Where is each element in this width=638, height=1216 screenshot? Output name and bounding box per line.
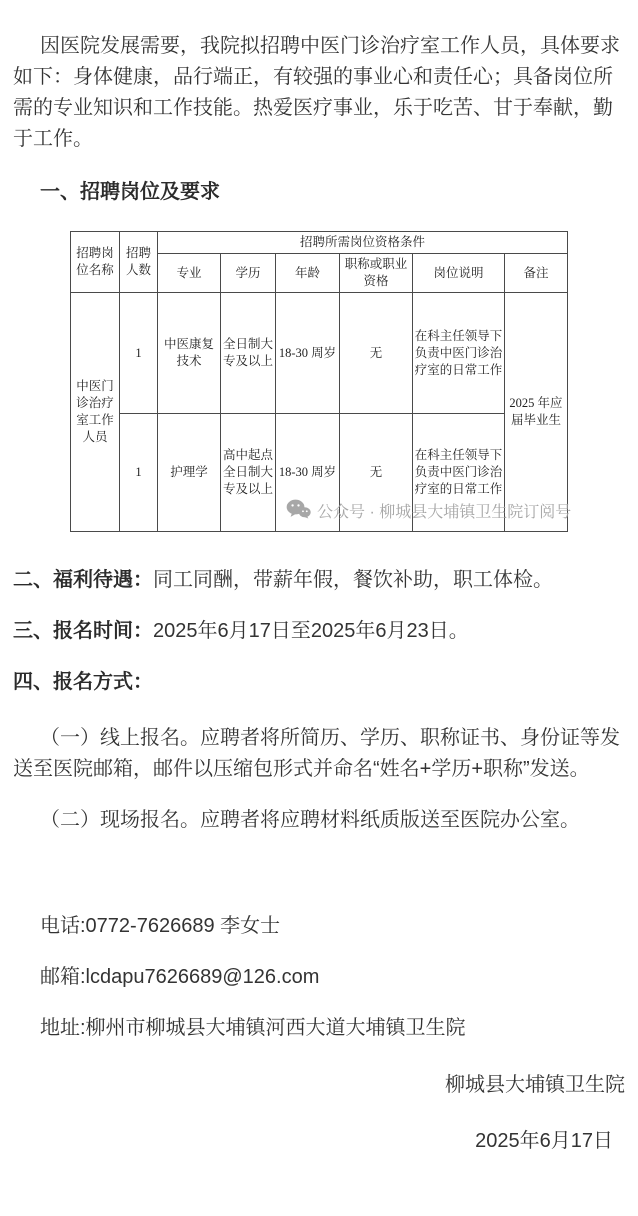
method-online-paragraph: （一）线上报名。应聘者将所简历、学历、职称证书、身份证等发送至医院邮箱，邮件以压缩包形式并命名“姓名+学历+职称”发送。 bbox=[13, 727, 620, 780]
section-4-method-heading bbox=[13, 667, 625, 698]
cell-age: 18-30 周岁 bbox=[275, 293, 339, 414]
method-onsite-paragraph: （二）现场报名。应聘者将应聘材料纸质版送至医院办公室。 bbox=[40, 809, 580, 831]
section-3-schedule bbox=[13, 616, 625, 647]
cell-count: 1 bbox=[119, 293, 157, 414]
header-remark: 备注 bbox=[504, 254, 567, 293]
section-3-label: 三、报名时间： bbox=[13, 620, 153, 642]
watermark-text: 公众号 · 柳城县大埔镇卫生院订阅号 bbox=[317, 503, 572, 521]
cell-position-name: 中医门诊治疗室工作人员 bbox=[70, 293, 119, 532]
signature-hospital-name: 柳城县大埔镇卫生院 bbox=[445, 1074, 625, 1096]
cell-education: 全日制大专及以上 bbox=[220, 293, 275, 414]
contact-address: 地址:柳州市柳城县大埔镇河西大道大埔镇卫生院 bbox=[40, 1017, 466, 1039]
section-4-label: 四、报名方式： bbox=[13, 671, 153, 693]
section-2-label: 二、福利待遇： bbox=[13, 569, 153, 591]
cell-major: 中医康复技术 bbox=[157, 293, 220, 414]
announcement-date: 2025年6月17日 bbox=[475, 1130, 613, 1152]
cell-major: 护理学 bbox=[157, 414, 220, 532]
requirements-table bbox=[70, 231, 568, 532]
header-job-description: 岗位说明 bbox=[412, 254, 504, 293]
header-qualification-group: 招聘所需岗位资格条件 bbox=[157, 232, 567, 254]
cell-title: 无 bbox=[339, 414, 412, 532]
table-row bbox=[70, 293, 567, 414]
cell-education: 高中起点全日制大专及以上 bbox=[220, 414, 275, 532]
section-2-text: 同工同酬，带薪年假，餐饮补助，职工体检。 bbox=[153, 569, 553, 591]
section-3-text: 2025年6月17日至2025年6月23日。 bbox=[153, 620, 469, 642]
cell-description: 在科主任领导下负责中医门诊治疗室的日常工作 bbox=[412, 414, 504, 532]
intro-paragraph: 因医院发展需要，我院拟招聘中医门诊治疗室工作人员，具体要求如下：身体健康，品行端正，有较强的事业心和责任心；具备岗位所需的专业知识和工作技能。热爱医疗事业，乐于吃苦、甘于奉献，勤于工作。 bbox=[13, 35, 620, 150]
header-age: 年龄 bbox=[275, 254, 339, 293]
contact-email: 邮箱:lcdapu7626689@126.com bbox=[40, 966, 320, 988]
table-row bbox=[70, 414, 567, 532]
cell-title: 无 bbox=[339, 293, 412, 414]
header-title-qualification: 职称或职业资格 bbox=[339, 254, 412, 293]
header-education: 学历 bbox=[220, 254, 275, 293]
requirements-table-wrapper bbox=[13, 231, 625, 532]
header-recruit-count: 招聘人数 bbox=[119, 232, 157, 293]
cell-count: 1 bbox=[119, 414, 157, 532]
cell-age: 18-30 周岁 bbox=[275, 414, 339, 532]
header-position-name: 招聘岗位名称 bbox=[70, 232, 119, 293]
cell-description: 在科主任领导下负责中医门诊治疗室的日常工作 bbox=[412, 293, 504, 414]
section-2-benefits bbox=[13, 565, 625, 596]
section-1-heading: 一、招聘岗位及要求 bbox=[40, 181, 220, 203]
header-major: 专业 bbox=[157, 254, 220, 293]
contact-phone: 电话:0772-7626689 李女士 bbox=[40, 915, 281, 937]
cell-remark: 2025 年应届毕业生 bbox=[504, 293, 567, 532]
